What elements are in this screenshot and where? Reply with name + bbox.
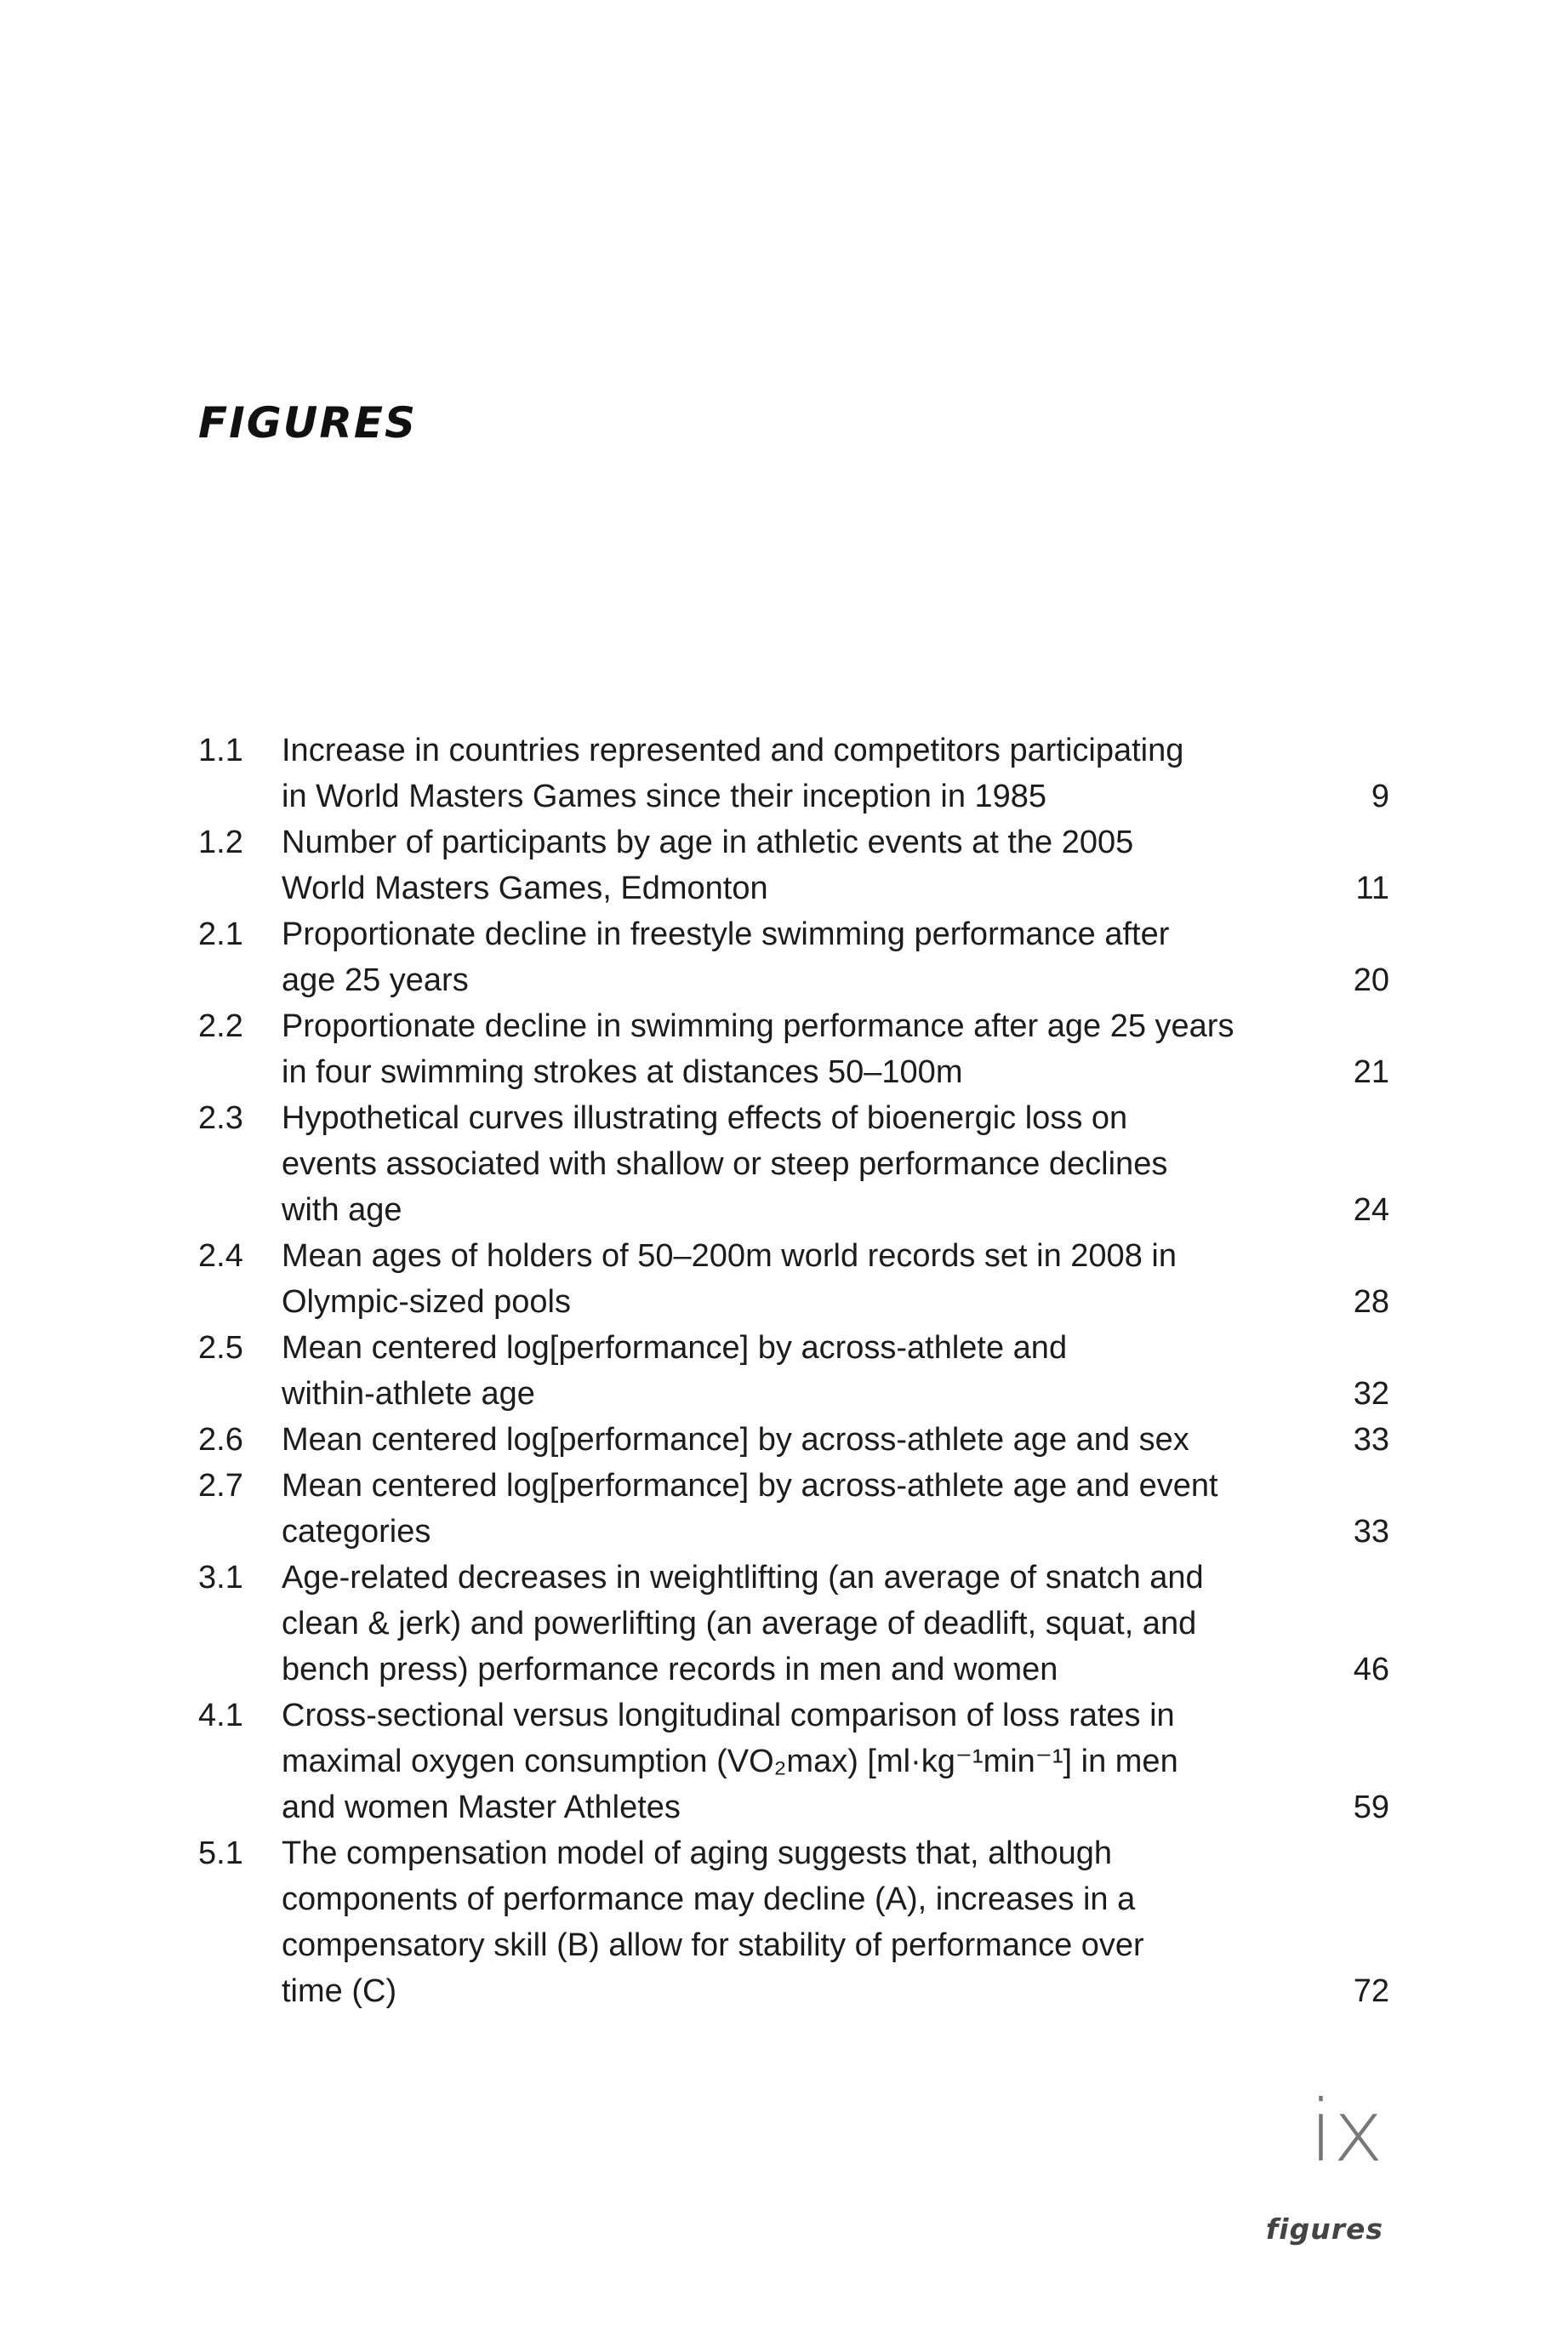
figure-number: 5.1 <box>198 1835 243 1871</box>
figure-caption-line: Hypothetical curves illustrating effects of bioenergic loss on <box>282 1100 1128 1136</box>
figure-caption-line: Mean centered log[performance] by across-athlete age and sex <box>282 1422 1189 1458</box>
figure-number: 2.2 <box>198 1008 243 1044</box>
figure-number: 2.4 <box>198 1238 243 1274</box>
figure-page-number: 46 <box>1353 1652 1389 1687</box>
figure-number: 2.6 <box>198 1422 243 1458</box>
figure-entry <box>198 1555 1389 1693</box>
figure-caption-line: in four swimming strokes at distances 50–100m <box>282 1054 963 1090</box>
figure-number: 2.3 <box>198 1100 243 1136</box>
figure-caption-line: components of performance may decline (A), increases in a <box>282 1881 1136 1917</box>
figure-page-number: 28 <box>1353 1284 1389 1320</box>
figure-number: 2.5 <box>198 1330 243 1366</box>
figure-page-number: 32 <box>1353 1376 1389 1412</box>
figure-page-number: 21 <box>1353 1054 1389 1090</box>
figure-caption-line: clean & jerk) and powerlifting (an average of deadlift, squat, and <box>282 1606 1197 1641</box>
folio-page-number: ix <box>1309 2081 1383 2181</box>
figure-entry <box>198 1830 1389 2014</box>
figure-entry <box>198 1003 1389 1095</box>
figure-entry <box>198 1325 1389 1417</box>
figure-caption-line: within-athlete age <box>282 1376 535 1412</box>
figure-caption-line: Mean ages of holders of 50–200m world records set in 2008 in <box>282 1238 1177 1274</box>
figure-number: 2.1 <box>198 916 243 952</box>
figure-caption-line: and women Master Athletes <box>282 1790 681 1825</box>
figure-entry <box>198 819 1389 911</box>
figure-number: 2.7 <box>198 1468 243 1504</box>
figure-caption-line: events associated with shallow or steep performance declines <box>282 1146 1168 1182</box>
figure-entry <box>198 1095 1389 1233</box>
figure-entry <box>198 1417 1389 1463</box>
figure-page-number: 72 <box>1353 1973 1389 2009</box>
figure-page-number: 24 <box>1353 1192 1389 1228</box>
figure-entry <box>198 728 1389 819</box>
figure-number: 1.2 <box>198 825 243 860</box>
figure-page-number: 33 <box>1353 1514 1389 1550</box>
figure-caption-line: age 25 years <box>282 962 469 998</box>
figure-caption-line: Cross-sectional versus longitudinal comparison of loss rates in <box>282 1698 1175 1733</box>
figure-caption-line: categories <box>282 1514 431 1550</box>
figure-entry <box>198 1463 1389 1555</box>
figure-page-number: 11 <box>1355 871 1389 906</box>
figure-page-number: 59 <box>1353 1790 1389 1825</box>
page-title: FIGURES <box>198 398 418 448</box>
figure-entry <box>198 1233 1389 1325</box>
figure-number: 1.1 <box>198 733 243 768</box>
figure-entry <box>198 1693 1389 1830</box>
figure-number: 4.1 <box>198 1698 243 1733</box>
figure-caption-line: Increase in countries represented and competitors participating <box>282 733 1184 768</box>
figure-entry <box>198 911 1389 1003</box>
figure-caption-line: time (C) <box>282 1973 397 2009</box>
figure-number: 3.1 <box>198 1560 243 1596</box>
figure-caption-line: Proportionate decline in swimming performance after age 25 years <box>282 1008 1234 1044</box>
figure-caption-line: bench press) performance records in men and women <box>282 1652 1058 1687</box>
figure-caption-line: Mean centered log[performance] by across-athlete age and event <box>282 1468 1218 1504</box>
folio-section-label: figures <box>1265 2212 1383 2246</box>
figure-caption-line: Proportionate decline in freestyle swimming performance after <box>282 916 1170 952</box>
figure-caption-line: with age <box>282 1192 402 1228</box>
figure-page-number: 33 <box>1353 1422 1389 1458</box>
figure-caption-line: in World Masters Games since their inception in 1985 <box>282 779 1047 814</box>
figure-caption-line: maximal oxygen consumption (VO₂max) [ml·kg⁻¹min⁻¹] in men <box>282 1744 1178 1779</box>
figure-list <box>198 728 1389 2014</box>
figure-caption-line: Mean centered log[performance] by across-athlete and <box>282 1330 1068 1366</box>
figure-caption-line: Age-related decreases in weightlifting (an average of snatch and <box>282 1560 1204 1596</box>
figure-caption-line: Number of participants by age in athletic events at the 2005 <box>282 825 1134 860</box>
figure-caption-line: Olympic-sized pools <box>282 1284 571 1320</box>
figure-page-number: 20 <box>1353 962 1389 998</box>
figure-caption-line: compensatory skill (B) allow for stability of performance over <box>282 1927 1144 1963</box>
figure-caption-line: World Masters Games, Edmonton <box>282 871 768 906</box>
figure-caption-line: The compensation model of aging suggests that, although <box>282 1835 1112 1871</box>
figure-page-number: 9 <box>1371 779 1389 814</box>
